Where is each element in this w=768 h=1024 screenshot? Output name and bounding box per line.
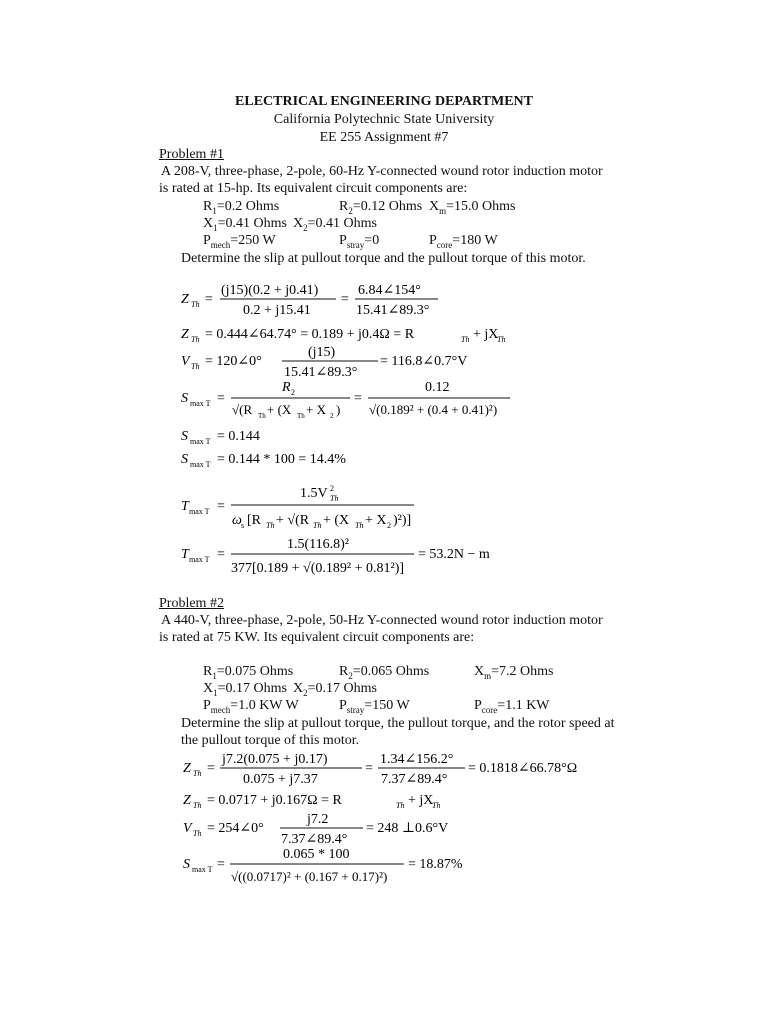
svg-text:=: = bbox=[354, 391, 362, 406]
problem-1-line-2: is rated at 15-hp. Its equivalent circuit components are: bbox=[159, 181, 468, 196]
svg-text:Th: Th bbox=[497, 335, 506, 344]
svg-text:√((0.0717)² + (0.167 + 0.17)²): √((0.0717)² + (0.167 + 0.17)²) bbox=[231, 869, 388, 884]
svg-text:Z: Z bbox=[181, 292, 189, 307]
svg-text:= 248 ⊥0.6°V: = 248 ⊥0.6°V bbox=[366, 821, 449, 836]
svg-text:0.065 * 100: 0.065 * 100 bbox=[283, 847, 350, 862]
svg-text:=: = bbox=[217, 391, 225, 406]
department-heading: ELECTRICAL ENGINEERING DEPARTMENT bbox=[235, 94, 533, 109]
svg-text:0.2 + j15.41: 0.2 + j15.41 bbox=[243, 303, 311, 318]
svg-text:0.075 + j7.37: 0.075 + j7.37 bbox=[243, 772, 318, 787]
svg-text:=: = bbox=[205, 292, 213, 307]
p1-x2: $X_2=0.41$ Ohms bbox=[293, 216, 377, 233]
svg-text:max T: max T bbox=[190, 399, 211, 408]
svg-text:max T: max T bbox=[192, 865, 213, 874]
svg-text:+ X: + X bbox=[365, 513, 387, 528]
svg-text:Th: Th bbox=[297, 412, 305, 420]
svg-text:Z: Z bbox=[181, 327, 189, 342]
p2-pcore: $P_{core}=1.1$ KW bbox=[474, 698, 550, 715]
svg-text:Th: Th bbox=[193, 801, 202, 810]
svg-text:Th: Th bbox=[396, 801, 405, 810]
svg-text:= 53.2N − m: = 53.2N − m bbox=[418, 547, 490, 562]
svg-text:+ jX: + jX bbox=[408, 793, 434, 808]
svg-text:=: = bbox=[217, 857, 225, 872]
p1-xm: $X_m=15.0$ Ohms bbox=[429, 199, 516, 216]
problem-2-title: Problem #2 bbox=[159, 596, 224, 611]
p2-r2: $R_2=0.065$ Ohms bbox=[339, 664, 430, 681]
svg-text:j7.2(0.075 + j0.17): j7.2(0.075 + j0.17) bbox=[222, 752, 328, 767]
svg-text:V: V bbox=[183, 821, 192, 836]
svg-text:Z: Z bbox=[183, 793, 191, 808]
svg-text:2: 2 bbox=[330, 484, 334, 493]
svg-text:= 120∠0°: = 120∠0° bbox=[205, 354, 262, 369]
svg-text:S: S bbox=[181, 429, 188, 444]
svg-text:max T: max T bbox=[189, 507, 210, 516]
svg-text:S: S bbox=[181, 391, 188, 406]
p1-pmech: $P_{mech}=250$ W bbox=[203, 233, 276, 250]
svg-text:Th: Th bbox=[266, 521, 275, 530]
p2-r1: $R_1=0.075$ Ohms bbox=[203, 664, 294, 681]
svg-text:1.5V: 1.5V bbox=[300, 486, 328, 501]
svg-text:T: T bbox=[181, 499, 189, 514]
svg-text:Th: Th bbox=[191, 362, 200, 371]
svg-text:max T: max T bbox=[189, 555, 210, 564]
svg-text:Th: Th bbox=[191, 300, 200, 309]
svg-text:Th: Th bbox=[355, 521, 364, 530]
p2-x2: $X_2=0.17$ Ohms bbox=[293, 681, 377, 698]
svg-text:Th: Th bbox=[461, 335, 470, 344]
svg-text:Th: Th bbox=[313, 521, 322, 530]
svg-text:=: = bbox=[217, 547, 225, 562]
svg-text:1.5(116.8)²: 1.5(116.8)² bbox=[287, 537, 350, 552]
svg-text:+ (X: + (X bbox=[267, 402, 292, 417]
p2-x1: $X_1=0.17$ Ohms bbox=[203, 681, 287, 698]
svg-text:2: 2 bbox=[291, 388, 295, 397]
svg-text:Th: Th bbox=[193, 769, 202, 778]
svg-text:Th: Th bbox=[432, 801, 441, 810]
svg-text:15.41∠89.3°: 15.41∠89.3° bbox=[356, 303, 430, 318]
problem-2-task-2: the pullout torque of this motor. bbox=[181, 733, 360, 748]
svg-text:= 0.1818∠66.78°Ω: = 0.1818∠66.78°Ω bbox=[468, 761, 578, 776]
university-name: California Polytechnic State University bbox=[273, 112, 495, 127]
eq2-zth-2 bbox=[183, 793, 440, 810]
svg-text:(j15): (j15) bbox=[308, 345, 336, 360]
svg-text:= 0.444∠64.74° = 0.189 + j0.4Ω: = 0.444∠64.74° = 0.189 + j0.4Ω = R bbox=[205, 327, 415, 342]
svg-text:0.12: 0.12 bbox=[425, 380, 450, 395]
svg-text:√(0.189² + (0.4 + 0.41)²): √(0.189² + (0.4 + 0.41)²) bbox=[369, 402, 498, 417]
svg-text:S: S bbox=[181, 452, 188, 467]
svg-text:=: = bbox=[217, 499, 225, 514]
p1-pcore: $P_{core}=180$ W bbox=[429, 233, 498, 250]
svg-text:Th: Th bbox=[330, 494, 339, 503]
p2-xm: $X_m=7.2$ Ohms bbox=[474, 664, 554, 681]
problem-2-task-1: Determine the slip at pullout torque, the pullout torque, and the rotor speed at bbox=[181, 716, 615, 731]
p1-r2: $R_2=0.12$ Ohms bbox=[339, 199, 423, 216]
svg-text:=: = bbox=[341, 292, 349, 307]
svg-text:1.34∠156.2°: 1.34∠156.2° bbox=[380, 752, 454, 767]
svg-text:√(R: √(R bbox=[232, 402, 253, 417]
svg-text:= 0.0717 + j0.167Ω = R: = 0.0717 + j0.167Ω = R bbox=[207, 793, 342, 808]
eq2-vth bbox=[183, 812, 448, 847]
svg-text:): ) bbox=[336, 402, 341, 417]
assignment-title: EE 255 Assignment #7 bbox=[319, 130, 449, 145]
svg-text:Z: Z bbox=[183, 761, 191, 776]
svg-text:= 18.87%: = 18.87% bbox=[408, 857, 463, 872]
svg-text:7.37∠89.4°: 7.37∠89.4° bbox=[281, 832, 348, 847]
svg-text:=: = bbox=[207, 761, 215, 776]
svg-text:377[0.189 + √(0.189² + 0.81²)]: 377[0.189 + √(0.189² + 0.81²)] bbox=[231, 561, 405, 576]
svg-text:R: R bbox=[282, 380, 291, 395]
svg-text:=: = bbox=[365, 761, 373, 776]
svg-text:6.84∠154°: 6.84∠154° bbox=[358, 283, 421, 298]
svg-text:= 0.144: = 0.144 bbox=[217, 429, 260, 444]
svg-text:j7.2: j7.2 bbox=[307, 812, 329, 827]
svg-text:15.41∠89.3°: 15.41∠89.3° bbox=[284, 365, 358, 380]
eq2-smax bbox=[183, 847, 463, 884]
svg-text:T: T bbox=[181, 547, 189, 562]
problem-1-line-1: A 208-V, three-phase, 2-pole, 60-Hz Y-connected wound rotor induction motor bbox=[161, 164, 603, 179]
svg-text:7.37∠89.4°: 7.37∠89.4° bbox=[381, 772, 448, 787]
svg-text:ω: ω bbox=[232, 513, 242, 528]
svg-text:= 254∠0°: = 254∠0° bbox=[207, 821, 264, 836]
svg-text:Th: Th bbox=[258, 412, 266, 420]
svg-text:Th: Th bbox=[193, 829, 202, 838]
svg-text:(j15)(0.2 + j0.41): (j15)(0.2 + j0.41) bbox=[221, 283, 319, 298]
p1-pstray: $P_{stray}=0$ bbox=[339, 233, 380, 250]
p2-pstray: $P_{stray}=150$ W bbox=[339, 698, 410, 715]
p2-pmech: $P_{mech}=1.0$ KW W bbox=[203, 698, 299, 715]
svg-text:Th: Th bbox=[191, 335, 200, 344]
svg-text:+ jX: + jX bbox=[473, 327, 499, 342]
svg-text:)²)]: )²)] bbox=[393, 513, 412, 528]
svg-text:+ (X: + (X bbox=[323, 513, 350, 528]
svg-text:= 116.8∠0.7°V: = 116.8∠0.7°V bbox=[380, 354, 468, 369]
p1-x1: $X_1=0.41$ Ohms bbox=[203, 216, 287, 233]
svg-text:S: S bbox=[183, 857, 190, 872]
problem-1-task: Determine the slip at pullout torque and the pullout torque of this motor. bbox=[181, 251, 586, 266]
svg-text:[R: [R bbox=[247, 513, 261, 528]
svg-text:max T: max T bbox=[190, 437, 211, 446]
svg-text:+ X: + X bbox=[306, 402, 326, 417]
svg-text:= 0.144 * 100 = 14.4%: = 0.144 * 100 = 14.4% bbox=[217, 452, 346, 467]
problem-1-title: Problem #1 bbox=[159, 147, 224, 162]
svg-text:2: 2 bbox=[330, 412, 334, 420]
svg-text:max T: max T bbox=[190, 460, 211, 469]
p1-r1: $R_1=0.2$ Ohms bbox=[203, 199, 280, 216]
eq2-zth-1 bbox=[183, 752, 577, 787]
svg-text:2: 2 bbox=[387, 521, 391, 530]
problem-2-line-2: is rated at 75 KW. Its equivalent circuit components are: bbox=[159, 630, 475, 645]
svg-text:s: s bbox=[241, 521, 245, 530]
problem-2-line-1: A 440-V, three-phase, 2-pole, 50-Hz Y-connected wound rotor induction motor bbox=[161, 613, 603, 628]
svg-text:+ √(R: + √(R bbox=[276, 513, 310, 528]
svg-text:V: V bbox=[181, 354, 190, 369]
